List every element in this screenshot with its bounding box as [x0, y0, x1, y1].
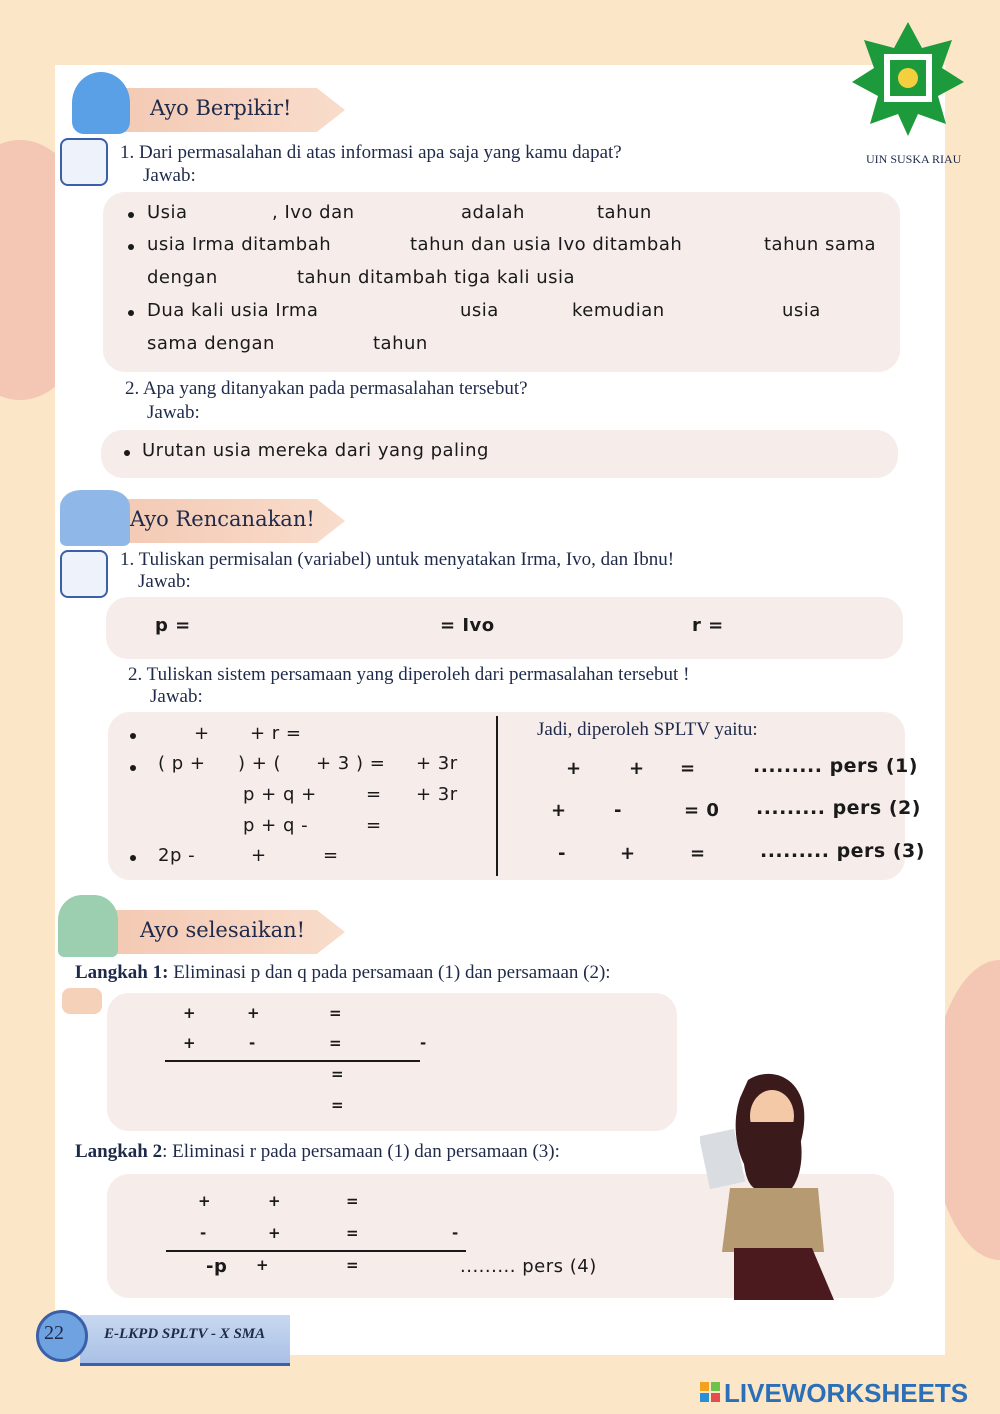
answer-label: Jawab:	[138, 571, 191, 592]
langkah-1-instruction	[75, 962, 611, 984]
bullet	[124, 450, 130, 456]
text-kemudian: kemudian	[572, 300, 665, 321]
input-blank[interactable]	[724, 615, 784, 637]
l2-pers-4: ......... pers (4)	[460, 1256, 597, 1277]
eq-l2c: + 3 ) =	[316, 753, 386, 774]
input-blank[interactable]	[152, 1032, 178, 1054]
input-blank[interactable]	[576, 800, 608, 822]
l2-row1-a: +	[198, 1192, 212, 1210]
var-p: p =	[155, 615, 191, 636]
bullet	[128, 310, 134, 316]
divider	[496, 716, 498, 876]
l2-row1-c: =	[346, 1192, 360, 1210]
input-blank[interactable]	[320, 784, 360, 806]
input-blank[interactable]	[832, 300, 888, 322]
teacher-document-icon	[58, 895, 118, 957]
input-blank[interactable]	[160, 723, 190, 745]
spltv-pers-1: ......... pers (1)	[753, 755, 918, 777]
input-blank[interactable]	[288, 333, 366, 355]
input-blank[interactable]	[304, 723, 334, 745]
spltv-1c: =	[680, 758, 696, 779]
eq-l5b: +	[251, 845, 267, 866]
spltv-pers-2: ......... pers (2)	[756, 797, 921, 819]
input-blank[interactable]	[526, 843, 554, 865]
input-blank[interactable]	[200, 202, 266, 224]
text-tahun-dan-usia-ivo: tahun dan usia Ivo ditambah	[410, 234, 683, 255]
answer-label: Jawab:	[147, 402, 200, 423]
l2-row3-b: +	[256, 1256, 270, 1274]
input-blank[interactable]	[346, 300, 452, 322]
text-adalah: adalah	[461, 202, 525, 223]
langkah-1-text: Eliminasi p dan q pada persamaan (1) dan persamaan (2):	[168, 962, 611, 983]
eq-l2b: ) + (	[238, 753, 282, 774]
input-blank[interactable]	[338, 845, 378, 867]
input-blank[interactable]	[508, 300, 566, 322]
answer-label: Jawab:	[143, 165, 196, 186]
input-blank[interactable]	[224, 267, 290, 289]
input-blank[interactable]	[214, 723, 244, 745]
eq-l1b: + r =	[250, 723, 302, 744]
input-blank[interactable]	[604, 267, 670, 289]
input-blank[interactable]	[528, 800, 548, 822]
subtraction-line	[165, 1060, 420, 1062]
text-tahun-2: tahun	[373, 333, 428, 354]
input-blank[interactable]	[290, 1190, 336, 1212]
input-blank[interactable]	[318, 815, 360, 837]
text-ivo-dan: , Ivo dan	[272, 202, 355, 223]
input-blank[interactable]	[500, 440, 570, 462]
input-blank[interactable]	[712, 234, 758, 256]
input-blank[interactable]	[222, 1190, 262, 1212]
eq-l2d: + 3r	[416, 753, 458, 774]
input-blank[interactable]	[346, 1032, 386, 1054]
l1-row1-b: +	[247, 1004, 261, 1022]
l2-row2-a: -	[200, 1224, 207, 1242]
input-blank[interactable]	[710, 843, 750, 865]
section-title-selesaikan: Ayo selesaikan!	[140, 918, 306, 942]
input-blank[interactable]	[290, 753, 312, 775]
input-blank[interactable]	[384, 784, 412, 806]
presentation-icon	[62, 988, 102, 1014]
section-title-berpikir: Ayo Berpikir!	[150, 96, 292, 120]
logo-text: UIN SUSKA RIAU	[866, 152, 962, 166]
planning-person-icon	[60, 490, 130, 546]
l1-row3: =	[331, 1065, 345, 1083]
l1-row1-c: =	[329, 1004, 343, 1022]
input-blank[interactable]	[272, 845, 318, 867]
spltv-2c: = 0	[684, 800, 720, 821]
input-blank[interactable]	[280, 1255, 334, 1277]
input-blank[interactable]	[386, 753, 412, 775]
l1-row2-d: -	[420, 1034, 427, 1052]
input-blank[interactable]	[364, 1222, 404, 1244]
bullet	[130, 765, 136, 771]
var-r: r =	[692, 615, 724, 636]
text-dua-kali-usia-irma: Dua kali usia Irma	[147, 300, 319, 321]
spltv-pers-3: ......... pers (3)	[760, 840, 925, 862]
input-blank[interactable]	[702, 758, 742, 780]
text-sama-dengan: sama dengan	[147, 333, 275, 354]
question-1: 1. Dari permasalahan di atas informasi apa saja yang kamu dapat?	[120, 142, 622, 163]
bullet	[130, 733, 136, 739]
question-2: 2. Apa yang ditanyakan pada permasalahan tersebut?	[125, 378, 528, 399]
l2-row1-b: +	[268, 1192, 282, 1210]
eq-l2a: ( p +	[158, 753, 206, 774]
science-person-icon	[60, 138, 108, 186]
l1-row1-a: +	[183, 1004, 197, 1022]
text-usia-2: usia	[782, 300, 821, 321]
input-blank[interactable]	[672, 300, 776, 322]
l2-row3-c: =	[346, 1256, 360, 1274]
input-blank[interactable]	[650, 758, 676, 780]
input-blank[interactable]	[274, 1094, 320, 1116]
l2-row3-a: -p	[206, 1256, 228, 1277]
section-title-rencanakan: Ayo Rencanakan!	[130, 507, 315, 531]
spltv-2b: -	[614, 800, 622, 821]
l2-row2-b: +	[268, 1224, 282, 1242]
liveworksheets-logo-icon	[700, 1382, 720, 1402]
l1-row2-a: +	[183, 1034, 197, 1052]
text-dengan: dengan	[147, 267, 218, 288]
input-blank[interactable]	[384, 815, 414, 837]
eq-l5c: =	[323, 845, 339, 866]
input-blank[interactable]	[582, 843, 614, 865]
woman-reading-illustration	[700, 1072, 840, 1300]
input-blank[interactable]	[590, 758, 622, 780]
input-blank[interactable]	[222, 1222, 262, 1244]
input-blank[interactable]	[274, 1002, 320, 1024]
eq-l3c: + 3r	[416, 784, 458, 805]
bullet	[128, 212, 134, 218]
input-blank[interactable]	[274, 1063, 320, 1085]
langkah-2-instruction	[75, 1141, 560, 1163]
input-blank[interactable]	[352, 234, 404, 256]
l2-row2-d: -	[452, 1224, 459, 1242]
liveworksheets-brand: LIVEWORKSHEETS	[724, 1378, 969, 1408]
eq-l3a: p + q +	[243, 784, 317, 805]
input-blank[interactable]	[274, 1032, 320, 1054]
input-blank[interactable]	[210, 753, 234, 775]
spltv-heading: Jadi, diperoleh SPLTV yaitu:	[537, 719, 758, 740]
question-r1: 1. Tuliskan permisalan (variabel) untuk menyatakan Irma, Ivo, dan Ibnu!	[120, 549, 675, 570]
eq-l1a: +	[194, 723, 210, 744]
text-usia: Usia	[147, 202, 188, 223]
eq-l5a: 2p -	[158, 845, 196, 866]
bullet	[130, 855, 136, 861]
input-blank[interactable]	[382, 202, 454, 224]
input-blank[interactable]	[190, 615, 250, 637]
input-blank[interactable]	[168, 1190, 194, 1212]
spltv-1b: +	[629, 758, 645, 779]
input-blank[interactable]	[410, 615, 436, 637]
l2-row2-c: =	[346, 1224, 360, 1242]
langkah-2-label: Langkah 2	[75, 1141, 163, 1162]
computer-person-icon	[60, 550, 108, 598]
input-blank[interactable]	[364, 1255, 404, 1277]
input-blank[interactable]	[636, 800, 678, 822]
langkah-1-label: Langkah 1:	[75, 962, 169, 983]
text-tahun-sama: tahun sama	[764, 234, 877, 255]
var-q: = Ivo	[440, 615, 495, 636]
input-blank[interactable]	[346, 1094, 386, 1116]
text-usia: usia	[460, 300, 499, 321]
answer-label: Jawab:	[150, 686, 203, 707]
spltv-2a: +	[551, 800, 567, 821]
uin-logo-icon	[848, 18, 968, 138]
input-blank[interactable]	[364, 1190, 404, 1212]
input-blank[interactable]	[346, 1063, 386, 1085]
eq-l4b: =	[366, 815, 382, 836]
l1-row2-c: =	[329, 1034, 343, 1052]
spltv-3c: =	[690, 843, 706, 864]
eq-l4a: p + q -	[243, 815, 309, 836]
text-tahun-ditambah: tahun ditambah tiga kali usia	[297, 267, 576, 288]
input-blank[interactable]	[200, 1002, 240, 1024]
l1-row4: =	[331, 1096, 345, 1114]
langkah-2-text: : Eliminasi r pada persamaan (1) dan persamaan (3):	[162, 1141, 560, 1162]
spltv-3b: +	[620, 843, 636, 864]
input-blank[interactable]	[346, 1002, 386, 1024]
input-blank[interactable]	[200, 1032, 240, 1054]
text-usia-irma-ditambah: usia Irma ditambah	[147, 234, 332, 255]
text-urutan-usia: Urutan usia mereka dari yang paling	[142, 440, 489, 461]
text-tahun: tahun	[597, 202, 652, 223]
page-number: 22	[44, 1322, 64, 1344]
input-blank[interactable]	[530, 758, 560, 780]
subtraction-line	[166, 1250, 466, 1252]
input-blank[interactable]	[152, 1002, 178, 1024]
eq-l3b: =	[366, 784, 382, 805]
input-blank[interactable]	[532, 202, 592, 224]
spltv-3a: -	[558, 843, 566, 864]
bullet	[128, 244, 134, 250]
input-blank[interactable]	[644, 843, 684, 865]
spltv-1a: +	[566, 758, 582, 779]
thinking-person-icon	[72, 72, 130, 134]
input-blank[interactable]	[206, 845, 246, 867]
question-r2: 2. Tuliskan sistem persamaan yang diperoleh dari permasalahan tersebut !	[128, 664, 690, 685]
input-blank[interactable]	[168, 1222, 194, 1244]
footer-title: E-LKPD SPLTV - X SMA	[104, 1326, 266, 1342]
input-blank[interactable]	[290, 1222, 336, 1244]
l1-row2-b: -	[249, 1034, 256, 1052]
